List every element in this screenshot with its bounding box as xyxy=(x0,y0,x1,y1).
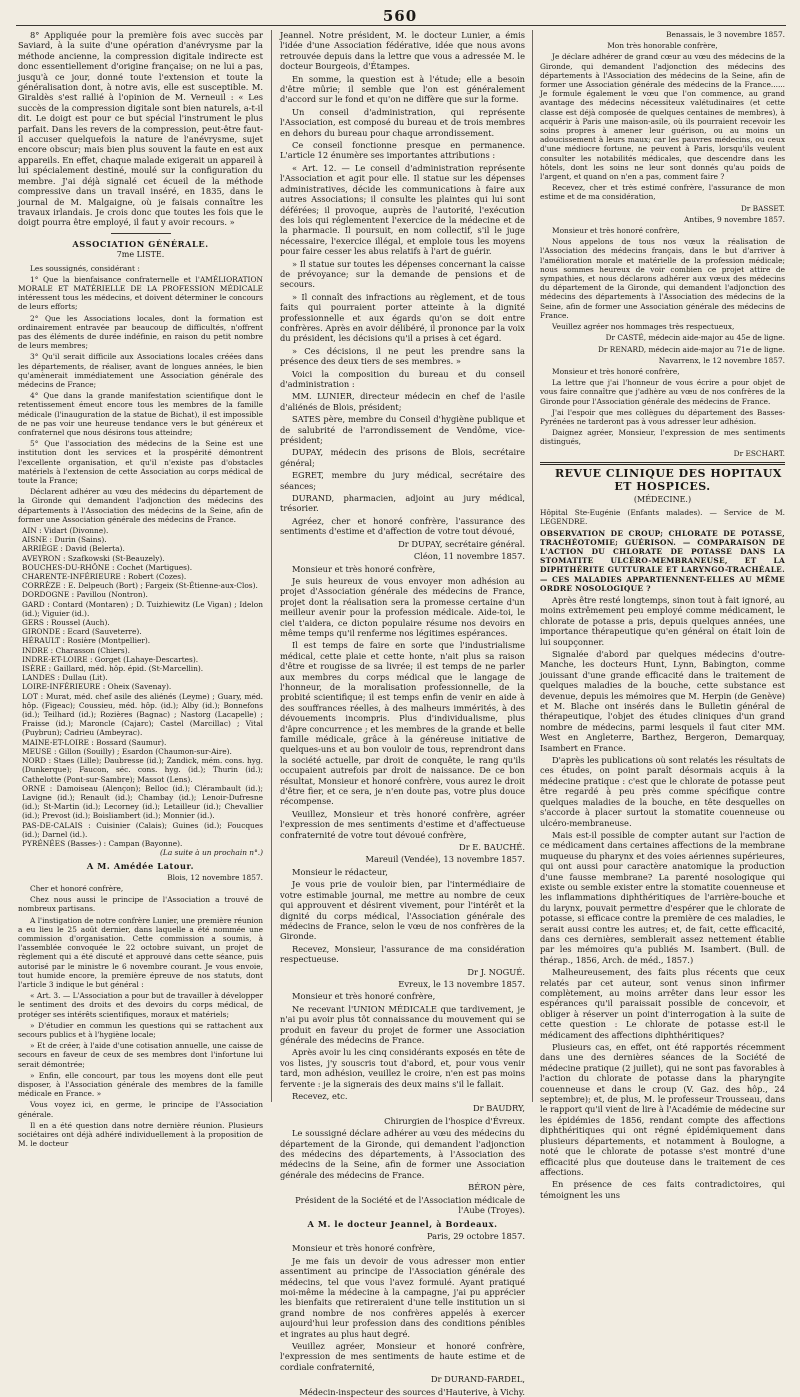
letter-dateline: Navarrenx, le 12 novembre 1857. xyxy=(658,355,785,365)
letter-salutation: Mon très honorable confrère, xyxy=(607,41,718,51)
letter-salutation: Monsieur et très honoré confrère, xyxy=(552,226,680,236)
list-item: BOUCHES-DU-RHÔNE : Cochet (Martigues). xyxy=(22,562,193,572)
list-item: LANDES : Dullau (Lit). xyxy=(22,673,108,683)
paragraph: » Il statue sur toutes les dépenses concernant la caisse de prévoyance; sur la demande de pensions et de secours. xyxy=(280,258,525,290)
paragraph: Je suis heureux de vous envoyer mon adhésion au projet d'Association générale des médecins de France, projet dont la réalisation sera la promesse certaine d'un meilleur avenir pour la profession médicale. Aide-toi, le ciel t'aidera, ce dicton populaire résume nos devoirs en même temps qu'il renferme nos légitimes espérances. xyxy=(280,575,525,638)
column-separator xyxy=(271,30,272,1102)
paragraph: Recevez, cher et très estimé confrère, l'assurance de mon estime et de ma considération, xyxy=(540,183,785,202)
page-number: 560 xyxy=(382,7,418,25)
letter-dateline: Blois, 12 novembre 1857. xyxy=(167,872,263,882)
paragraph: Après être resté longtemps, sinon tout à fait ignoré, au moins extrêmement peu employé comme médicament, le chlorate de potasse a pris, depuis quelques années, une importance thérapeutique qu'en général on était loin de lui soupçonner. xyxy=(540,594,785,647)
paragraph: » D'étudier en commun les questions qui se rattachent aux secours publics et à l'hygiène locale; xyxy=(18,1020,263,1039)
paragraph: » Il connaît des infractions au règlement, et de tous faits qui pourraient porter atteinte à la dignité professionnelle et aux égards qu'on se doit entre confrères. Après en avoir délibéré, il prononce par la voix du président, les décisions qu'il a prises à cet égard. xyxy=(280,291,525,344)
list-item: GARD : Contard (Montaren) ; D. Tuizhiewitz (Le Vigan) ; Idelon (id.); Viguier (id.). xyxy=(22,599,263,618)
letter-dateline: Evreux, le 13 novembre 1857. xyxy=(398,978,525,989)
paragraph: » Ces décisions, il ne peut les prendre sans la présence des deux tiers de ses membres. » xyxy=(280,345,525,367)
list-item: 2° Que les Associations locales, dont la formation est ordinairement entravée par beaucoup de difficultés, n'offrent pas des éléments de durée indéfinie, en raison du petit nombre de leurs membres; xyxy=(18,313,263,351)
bureau-member: SATES père, membre du Conseil d'hygiène publique et de salubrité de l'arrondissement de Vendôme, vice-président; xyxy=(280,414,525,446)
paragraph: En somme, la question est à l'étude; elle a besoin d'être mûrie; il semble que l'on est généralement d'accord sur le fond et qu'on ne diffère que sur la forme. xyxy=(280,73,525,105)
paragraph: En présence de ces faits contradictoires, qui témoignent les uns xyxy=(540,1179,785,1200)
signature: Dr J. NOGUÉ. xyxy=(467,966,525,977)
list-item: 3° Qu'il serait difficile aux Associations locales créées dans les départements, de réaliser, avant de longues années, le bien qu'amènerait immédiatement une Association générale des médecins de France; xyxy=(18,352,263,389)
paragraph: » Enfin, elle concourt, par tous les moyens dont elle peut disposer, à l'Association générale des membres de la famille médicale en France. » xyxy=(18,1070,263,1099)
divider xyxy=(111,233,171,234)
list-item: ISÈRE : Gaillard, méd. hôp. épid. (St-Marcellin). xyxy=(22,664,204,674)
bureau-member: EGRET, membre du jury médical, secrétaire des séances; xyxy=(280,470,525,491)
paragraph: Mais est-il possible de compter autant sur l'action de ce médicament dans certaines affections de la membrane muqueuse du pharynx et des voies aériennes supérieures, qui ont aussi pour caractère anatomique la production d'une fausse membrane? La parenté nosologique qui existe ou semble exister entre la stomatite couenneuse et les inflammations diphthéritiques de l'arrière-bouche et du larynx, pouvait permettre d'espérer que le chlorate de potasse, si efficace contre la première de ces maladies, le serait aussi contre les autres; et, de fait, cette efficacité, dans ces dernières, semblerait assez nettement établie par les mémoires qu'a publiés M. Isambert. (Bull. de thérap., 1856, Arch. de méd., 1857.) xyxy=(540,829,785,965)
letter-heading: A M. Amédée Latour. xyxy=(86,861,195,872)
list-item: INDRE-ET-LOIRE : Gorget (Lahaye-Descartes). xyxy=(22,654,199,664)
list-item: PAS-DE-CALAIS : Cuisinier (Calais); Guines (id.); Foucques (id.); Darnel (id.). xyxy=(22,820,263,839)
paragraph: La lettre que j'ai l'honneur de vous écrire a pour objet de vous faire connaître que j'adhère au vœu de nos confrères de la Gironde pour l'Association générale des médecins de France. xyxy=(540,378,785,406)
letter-dateline: Paris, 29 octobre 1857. xyxy=(426,1230,525,1241)
signature: Dr DURAND-FARDEL, xyxy=(430,1374,525,1385)
paragraph: Chez nous aussi le principe de l'Association a trouvé de nombreux partisans. xyxy=(18,895,263,914)
paragraph: Après avoir lu les cinq considérants exposés en tête de vos listes, j'y souscris tout d'abord, et, pour vous venir tard, mon adhésion, veuillez le croire, n'en est pas moins fervente : je la signerais des deux mains s'il le fallait. xyxy=(280,1047,525,1089)
paragraph: Je vous prie de vouloir bien, par l'intermédiaire de votre estimable journal, me mettre au nombre de ceux qui approuvent et désirent vivement, pour l'intérêt et la dignité du corps médical, l'Association générale des médecins de France, selon le vœu de nos confrères de la Gironde. xyxy=(280,879,525,942)
letter-salutation: Monsieur et très honoré confrère, xyxy=(552,366,680,376)
list-item: AISNE : Durin (Sains). xyxy=(22,535,107,545)
signature-title: Président de la Société et de l'Association médicale de l'Aube (Troyes). xyxy=(295,1194,525,1216)
considerants-list xyxy=(18,275,263,485)
paragraph: Déclarent adhérer au vœu des médecins du département de la Gironde qui demandent l'adjonction des médecins des départements à l'Association des médecins de la Seine, afin de former une Association générale des médecins de France. xyxy=(18,487,263,524)
list-item: AIN : Vidart (Divonne). xyxy=(22,526,109,536)
signature: Dr ESCHART. xyxy=(733,448,785,458)
signature: Dr RENARD, médecin aide-major au 71e de ligne. xyxy=(597,344,785,354)
paragraph: Jeannel. Notre président, M. le docteur Lunier, a émis l'idée d'une Association fédérative, idée que nous avons retrouvée depuis dans la lettre que vous a adressée M. le docteur Bourgeois, d'Étampes. xyxy=(280,30,525,72)
signature: Dr DUPAY, secrétaire général. xyxy=(398,538,525,549)
list-item: MAINE-ET-LOIRE : Bossard (Saumur). xyxy=(22,737,167,747)
letter-salutation: Monsieur et très honoré confrère, xyxy=(292,991,436,1002)
list-item: HÉRAULT : Rosière (Montpellier). xyxy=(22,636,151,646)
bureau-member: DUPAY, médecin des prisons de Blois, secrétaire général; xyxy=(280,447,525,468)
list-item: GIRONDE : Ecard (Sauveterre). xyxy=(22,627,142,637)
section-title: REVUE CLINIQUE DES HOPITAUX ET HOSPICES. xyxy=(555,466,782,493)
bureau-member: DURAND, pharmacien, adjoint au jury médical, trésorier. xyxy=(280,493,525,514)
letter-salutation: Cher et honoré confrère, xyxy=(30,883,124,893)
paragraph: Les soussignés, considérant : xyxy=(30,263,140,273)
list-item: ARRIÈGE : David (Belerta). xyxy=(22,544,125,554)
list-item: AVEYRON : Szafkowski (St-Beauzely). xyxy=(22,553,165,563)
signature: Dr E. BAUCHÉ. xyxy=(459,842,525,853)
column-middle xyxy=(280,30,525,1397)
signature: BÉRON père, xyxy=(468,1182,525,1193)
paragraph: Veuillez agréer nos hommages très respectueux, xyxy=(552,322,735,332)
section-subtitle: (MÉDECINE.) xyxy=(633,494,692,504)
paragraph: Il en a été question dans notre dernière réunion. Plusieurs sociétaires ont déjà adhéré individuellement à la proposition de M. le docteur xyxy=(18,1120,263,1149)
paragraph: Le soussigné déclare adhérer au vœu des médecins du département de la Gironde, qui demandent l'adjonction des médecins des départements, à l'Association des médecins de la Seine, afin de former une Association générale des médecins de France. xyxy=(280,1128,525,1180)
letter-heading: A M. le docteur Jeannel, à Bordeaux. xyxy=(307,1219,498,1230)
list-item: MEUSE : Gillon (Souilly) ; Esardon (Chaumon-sur-Aire). xyxy=(22,746,232,756)
letter-salutation: Monsieur et très honoré confrère, xyxy=(292,563,436,574)
signature-title: Chirurgien de l'hospice d'Évreux. xyxy=(384,1115,525,1126)
paragraph: D'après les publications où sont relatés les résultats de ces études, on point paraît désormais acquis à la médecine pratique : c'est que le chlorate de potasse peut être regardé à peu près comme spécifique contre quelques maladies de la bouche, en tête desquelles on s'accorde à placer surtout la stomatite couenneuse ou ulcéro-membraneuse. xyxy=(540,755,785,828)
paragraph: Je me fais un devoir de vous adresser mon entier assentiment au principe de l'Association générale des médecins, tel que vous l'avez formulé. Ayant pratiqué moi-même la médecine à la campagne, j'ai pu apprécier les bienfaits que retireraient d'une telle institution un si grand nombre de nos confrères appelés à exercer aujourd'hui leur profession dans des conditions pénibles et ingrates au plus haut degré. xyxy=(280,1255,525,1339)
paragraph: Agréez, cher et honoré confrère, l'assurance des sentiments d'estime et d'affection de votre tout dévoué, xyxy=(280,515,525,537)
column-right xyxy=(540,30,785,1200)
column-left xyxy=(18,30,263,1149)
paragraph: Ne recevant l'UNION MÉDICALE que tardivement, je n'ai pu avoir plus tôt connaissance du mouvement qui se produit en faveur du projet de former une Association générale des médecins de France. xyxy=(280,1003,525,1045)
paragraph: « Art. 12. — Le conseil d'administration représente l'Association et agit pour elle. Il statue sur les dépenses administratives, décide les communications à faire aux autres Associations; il consulte les plaintes qui lui sont déférées; il provoque, auprès de l'autorité, l'exécution des lois qui réglementent l'exercice de la médecine et de la pharmacie. Il poursuit, en nom collectif, s'il le juge nécessaire, l'exercice illégal, et emploie tous les moyens pour faire cesser les abus relatifs à l'art de guérir. xyxy=(280,162,525,257)
list-item: DORDOGNE : Pavillou (Nontron). xyxy=(22,590,148,600)
departements-list xyxy=(18,526,263,848)
list-item: PYRÉNÉES (Basses-) : Campan (Bayonne). xyxy=(22,838,183,848)
list-item: CORRÈZE : E. Delpeuch (Bort) ; Fargeix (St-Étienne-aux-Clos). xyxy=(22,581,258,591)
list-item: NORD : Staes (Lille); Daubresse (id.); Zandick, mém. cons. hyg. (Dunkerque); Faucon, séc. cons. hyg. (id.); Thurin (id.); Cathelotte (Pont-sur-Sambre); Massot (Lens). xyxy=(22,756,263,784)
paragraph: Veuillez, Monsieur et très honoré confrère, agréer l'expression de mes sentiments d'estime et d'affectueuse confraternité de votre tout dévoué confrère, xyxy=(280,808,525,840)
section-heading: ASSOCIATION GÉNÉRALE. xyxy=(72,238,209,249)
paragraph: Je déclare adhérer de grand cœur au vœu des médecins de la Gironde, qui demandent l'adjonction des médecins des départements à l'Association des médecins de la Seine, afin de former une Association générale des médecins de la France...... Je formule également le vœu que l'on commence, au grand avantage des médecins nécessiteux valétudinaires (et cette classe est déjà composée de quelques centaines de membres), à acquérir à Paris une maison-asile, où ils pourraient recevoir les soins propres à amener leur guérison, ou au moins un adoucissement à leurs maux; car les pauvres médecins, ou ceux d'une médiocre fortune, ne peuvent à Paris, lorsqu'ils veulent consulter les notabilités médicales, que descendre dans les hôtels, dont les soins ne leur sont donnés qu'au poids de l'argent, et quand on n'en a pas, comment faire ? xyxy=(540,52,785,182)
paragraph: Veuillez agréer, Monsieur et honoré confrère, l'expression de mes sentiments de haute estime et de cordiale confraternité, xyxy=(280,1340,525,1372)
paragraph: Ce conseil fonctionne presque en permanence. L'article 12 énumère ses importantes attributions : xyxy=(280,140,525,161)
observation-title: OBSERVATION DE CROUP; CHLORATE DE POTASSE, TRACHÉOTOMIE; GUÉRISON. — COMPARAISON DE L'ACTION DU CHLORATE DE POTASSE DANS LA STOMATITE ULCÉRO-MEMBRANEUSE, ET LA DIPHTHÉRITE GUTTURALE ET LARYNGO-TRACHÉALE. — CES MALADIES APPARTIENNENT-ELLES AU MÊME ORDRE NOSOLOGIQUE ? xyxy=(540,528,785,593)
letter-body xyxy=(18,895,263,1148)
paragraph: Recevez, Monsieur, l'assurance de ma considération respectueuse. xyxy=(280,943,525,965)
paragraph: Plusieurs cas, en effet, ont été rapportés récemment dans une des dernières séances de la Société de médecine pratique (2 juillet), qui ne sont pas favorables à l'action du chlorate de potasse dans la pharyngite couenneuse et dans le croup (V. Gaz. des hôp., 24 septembre); et, de plus, M. le professeur Trousseau, dans le rapport qu'il vient de lire à l'Académie de médecine sur les épidémies de 1856, rendant compte des affections diphthéritiques qui ont régné épidémiquement dans plusieurs départements, et notamment à Boulogne, a noté que le chlorate de potasse s'est montré d'une efficacité plus que douteuse dans le traitement de ces affections. xyxy=(540,1042,785,1177)
paragraph: Recevez, etc. xyxy=(292,1091,348,1101)
header-rule xyxy=(16,25,786,26)
letter-dateline: Antibes, 9 novembre 1857. xyxy=(684,214,785,224)
signature-title: Médecin-inspecteur des sources d'Hauterive, à Vichy. xyxy=(299,1386,525,1397)
paragraph: J'ai l'espoir que mes collègues du département des Basses-Pyrénées ne tarderont pas à vous adresser leur adhésion. xyxy=(540,407,785,426)
list-item: LOT : Murat, méd. chef asile des aliénés (Leyme) ; Guary, méd. hôp. (Figeac); Coussieu, méd. hôp. (id.); Alby (id.); Bonnefons (id.); Teilhard (id.); Rozières (Bagnac) ; Nastorg (Lacapelle) ; Fraisse (id.); Maroncle (Cajarc); Castel (Marcillac) ; Vital (Puybrun); Cadrieu (Ambeyrac). xyxy=(22,691,263,738)
paragraph: Voici la composition du bureau et du conseil d'administration : xyxy=(280,368,525,389)
section-rule xyxy=(540,462,785,465)
signature: Dr CASTÉ, médecin aide-major au 45e de ligne. xyxy=(605,333,785,343)
letter-salutation: Monsieur le rédacteur, xyxy=(292,866,388,877)
signature: Dr BASSET. xyxy=(740,203,785,213)
list-item: CHARENTE-INFÉRIEURE : Robert (Cozes). xyxy=(22,572,187,582)
hospital-line: Hôpital Ste-Eugénie (Enfants malades). — Service de M. LEGENDRE. xyxy=(540,508,785,527)
paragraph: » Et de créer, à l'aide d'une cotisation annuelle, une caisse de secours en faveur de ceux de ses membres dont l'infortune lui serait démontrée; xyxy=(18,1041,263,1069)
list-number: 7me LISTE. xyxy=(116,250,165,260)
list-item: INDRE : Charasson (Chiers). xyxy=(22,645,130,655)
paragraph: Malheureusement, des faits plus récents que ceux relatés par cet auteur, sont venus sinon infirmer complètement, au moins arrêter dans leur essor les espérances qu'il paraissait possible de concevoir, et obliger à réserver un point d'interrogation à la suite de cette question : Le chlorate de potasse est-il le médicament des affections diphthéritiques? xyxy=(540,967,785,1040)
paragraph: Il est temps de faire en sorte que l'industrialisme médical, cette plaie et cette honte, n'ait plus sa raison d'être et rougisse de sa livrée; il est temps de ne parler aux membres du corps médical que le langage de l'honneur, de la moralisation professionnelle, de la probité scientifique; il est temps enfin de venir en aide à des souffrances réelles, à des malheurs immérités, à des dévouements incompris. Plus d'individualisme, plus d'âpre concurrence ; et les membres de la grande et belle famille médicale, grâce à la généreuse initiative de quelques-uns et au bon vouloir de tous, reprendront dans la société actuelle, par droit de conquête, le rang qu'ils occupaient autrefois par droit de naissance. De ce bon résultat, Monsieur et honoré confrère, vous aurez le droit d'être fier, et ce sera, je n'en doute pas, votre plus douce récompense. xyxy=(280,640,525,807)
paragraph: Un conseil d'administration, qui représente l'Association, est composé du bureau et de trois membres en dehors du bureau pour chaque arrondissement. xyxy=(280,106,525,138)
list-item: 5° Que l'association des médecins de la Seine est une institution dont les services et la prospérité démontrent l'excellente organisation, et qu'il n'existe pas d'obstacles matériels à l'extension de cette Association au corps médical de toute la France; xyxy=(18,439,263,485)
paragraph: Nous appelons de tous nos vœux la réalisation de l'Association des médecins français, dans le but d'arriver à l'amélioration morale et matérielle de la profession médicale; nous sommes heureux de voir combien ce projet attire de sympathies, et nous déclarons adhérer aux vœux des médecins du département de la Gironde, qui demandent l'adjonction des médecins des départements à l'Association des médecins de la Seine, afin de former une Association générale des médecins de France. xyxy=(540,237,785,320)
list-item: GERS : Roussel (Auch). xyxy=(22,618,110,628)
paragraph: 8° Appliquée pour la première fois avec succès par Saviard, à la suite d'une opération d'anévrysme par la méthode ancienne, la compression digitale indirecte est donc essentiellement d'origine française; on ne lui a pas, jusqu'à ce jour, donné toute l'extension et toute la généralisation dont, à notre avis, elle est susceptible. M. Giraldès s'est rallié à l'opinion de M. Verneuil : « Les succès de la compression digitale sont bien naturels, a-t-il dit. Le doigt est pour ce but spécial l'instrument le plus parfait. Dans les revers de la compression, peut-être faut-il accuser quelquefois la nature de l'anévrysme, sujet encore obscur; mais bien plus souvent la faute en est aux appareils. En effet, chaque malade exigerait un appareil à lui spécialement destiné, moulé sur la configuration du membre. J'ai déjà signalé cet écueil de la méthode compressive dans un travail inséré, en 1835, dans le journal de M. Malgaigne, où je faisais connaître les travaux irlandais. Je crois donc que toutes les fois que le doigt pourra être employé, il faut y avoir recours. » xyxy=(18,30,263,228)
paragraph: Vous voyez ici, en germe, le principe de l'Association générale. xyxy=(18,1100,263,1119)
bureau-member: MM. LUNIER, directeur médecin en chef de l'asile d'aliénés de Blois, président; xyxy=(280,391,525,412)
paragraph: A l'instigation de notre confrère Lunier, une première réunion a eu lieu le 25 août dernier, dans laquelle a été nommée une commission d'organisation. Cette commission a soumis, à l'assemblée convoquée le 22 octobre suivant, un projet de règlement qui a été discuté et approuvé dans cette séance, puis autorisé par le ministre le 6 novembre courant. Je vous envoie, tout humide encore, la première épreuve de nos statuts, dont l'article 3 indique le but général : xyxy=(18,915,263,989)
paragraph: Signalée d'abord par quelques médecins d'outre-Manche, les docteurs Hunt, Lynn, Babington, comme jouissant d'une grande efficacité dans le traitement de quelques maladies de la bouche, cette substance est devenue, depuis les mémoires que M. Herpin (de Genève) et M. Blache ont insérés dans le Bulletin général de thérapeutique, l'objet des études cliniques d'un grand nombre de médecins, parmi lesquels il faut citer MM. West en Angleterre, Barthez, Bergeron, Demarquay, Isambert en France. xyxy=(540,649,785,753)
letter-salutation: Monsieur et très honoré confrère, xyxy=(292,1243,436,1254)
letter-dateline: Cléon, 11 novembre 1857. xyxy=(413,551,525,562)
letter-dateline: Benassais, le 3 novembre 1857. xyxy=(666,30,785,39)
list-item: 1° Que la bienfaisance confraternelle et l'AMÉLIORATION MORALE ET MATÉRIELLE DE LA PROFESSION MÉDICALE intéressent tous les médecins, et doivent déterminer le concours de leurs efforts; xyxy=(18,274,263,312)
letters-block xyxy=(540,30,785,458)
column-separator xyxy=(532,30,533,1102)
list-item: 4° Que dans la grande manifestation scientifique dont le retentissement émeut encore tous les membres de la famille médicale (l'inauguration de la statue de Bichat), il est impossible de ne pas voir une heureuse tendance vers le but généreux et confraternel que nous désirons tous atteindre; xyxy=(18,391,263,437)
paragraph: Daignez agréer, Monsieur, l'expression de mes sentiments distingués, xyxy=(540,428,785,447)
continuation-note: (La suite à un prochain n°.) xyxy=(160,848,263,858)
letter-dateline: Mareuil (Vendée), 13 novembre 1857. xyxy=(365,854,525,865)
signature: Dr BAUDRY, xyxy=(472,1103,525,1114)
list-item: LOIRE-INFÉRIEURE : Oheix (Savenay). xyxy=(22,682,172,692)
list-item: ORNE : Damoiseau (Alençon); Belloc (id.); Clérambault (id.); Lavigne (id.); Renault (id.); Chambay (id.); Lenoir-Dufresne (id.); St-Martin (id.); Lecorney (id.); Letailleur (id.); Chevallier (id.); Prevost (id.); Boisliambert (id.); Monnier (id.). xyxy=(22,783,263,821)
paragraph: « Art. 3. — L'Association a pour but de travailler à développer le sentiment des droits et des devoirs du corps médical, de protéger ses intérêts scientifiques, moraux et matériels; xyxy=(18,991,263,1019)
